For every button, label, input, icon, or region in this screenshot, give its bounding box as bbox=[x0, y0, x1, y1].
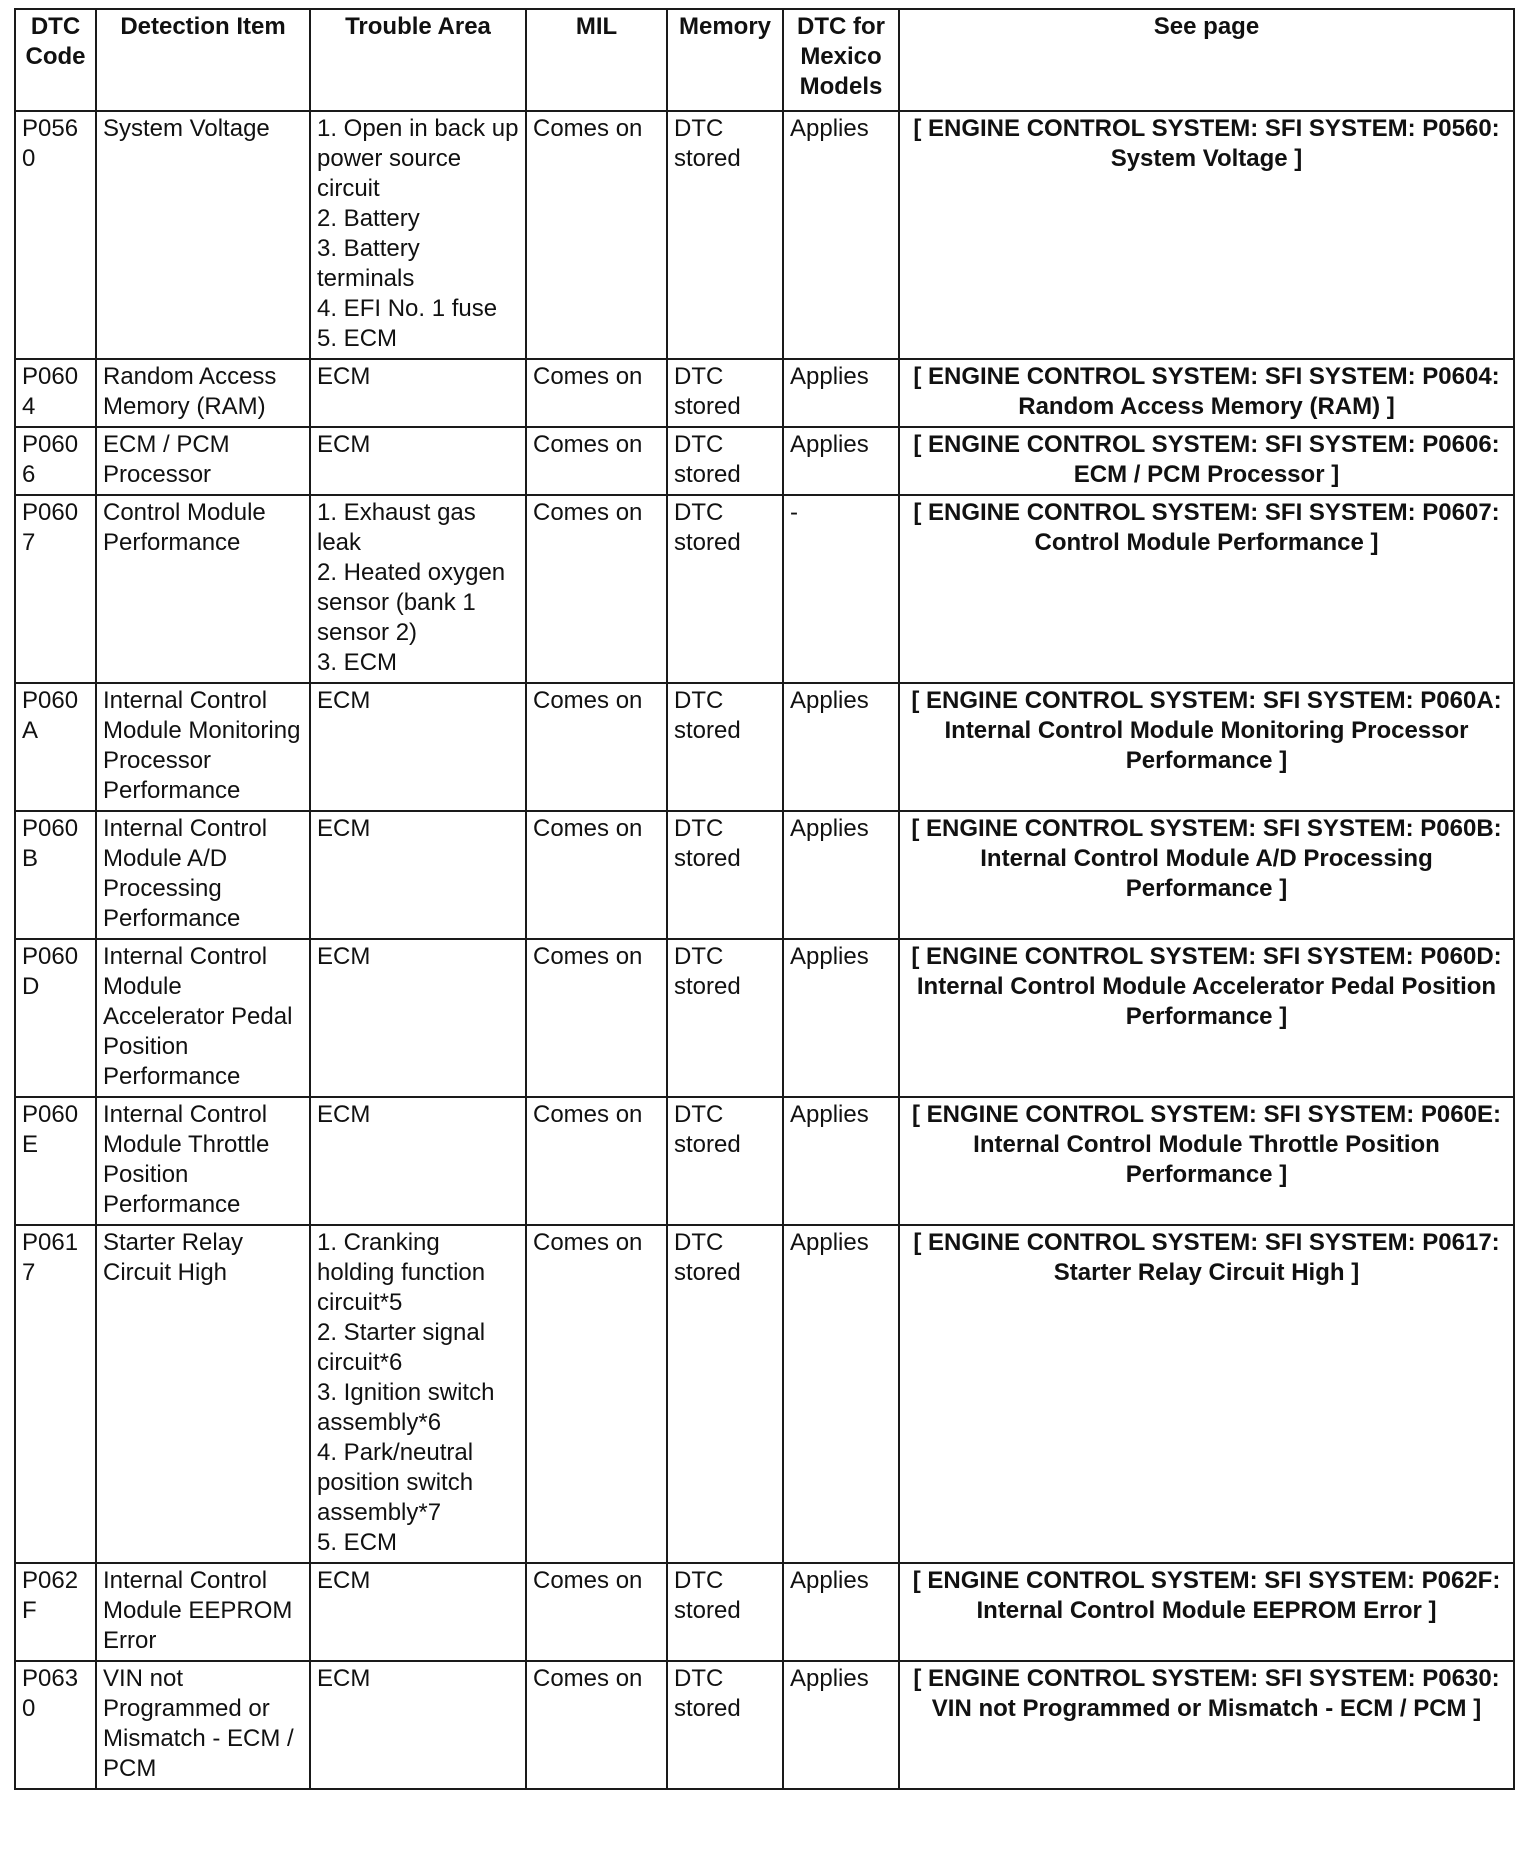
table-row bbox=[15, 427, 1514, 495]
detection-item-cell: System Voltage bbox=[96, 111, 310, 359]
trouble-area-line: 1. Exhaust gas leak bbox=[317, 499, 476, 556]
trouble-area-line: 1. Cranking holding function circuit*5 bbox=[317, 1229, 486, 1316]
table-row bbox=[15, 111, 1514, 359]
memory-cell: DTC stored bbox=[667, 811, 783, 939]
header-trouble-area: Trouble Area bbox=[310, 9, 526, 111]
detection-item-cell: Random Access Memory (RAM) bbox=[96, 359, 310, 427]
detection-item-cell: Control Module Performance bbox=[96, 495, 310, 683]
trouble-area-cell bbox=[310, 111, 526, 359]
see-page-cell bbox=[899, 427, 1514, 495]
see-page-cell bbox=[899, 683, 1514, 811]
memory-cell: DTC stored bbox=[667, 359, 783, 427]
dtc-code-cell: P0560 bbox=[15, 111, 96, 359]
see-page-link[interactable]: [ ENGINE CONTROL SYSTEM: SFI SYSTEM: P0607: Control Module Performance ] bbox=[913, 499, 1500, 556]
trouble-area-line: 4. Park/neutral position switch assembly*7 bbox=[317, 1439, 474, 1526]
dtc-code-cell: P062F bbox=[15, 1563, 96, 1661]
memory-cell: DTC stored bbox=[667, 1225, 783, 1563]
trouble-area-line: ECM bbox=[317, 815, 371, 842]
dtc-mexico-cell: Applies bbox=[783, 1661, 899, 1789]
dtc-mexico-cell: Applies bbox=[783, 359, 899, 427]
dtc-mexico-cell: Applies bbox=[783, 1225, 899, 1563]
see-page-cell bbox=[899, 1563, 1514, 1661]
detection-item-cell: Starter Relay Circuit High bbox=[96, 1225, 310, 1563]
detection-item-cell: Internal Control Module Monitoring Processor Performance bbox=[96, 683, 310, 811]
trouble-area-cell bbox=[310, 683, 526, 811]
mil-cell: Comes on bbox=[526, 811, 667, 939]
see-page-cell bbox=[899, 1661, 1514, 1789]
trouble-area-cell bbox=[310, 1225, 526, 1563]
table-row bbox=[15, 683, 1514, 811]
dtc-code-cell: P0630 bbox=[15, 1661, 96, 1789]
dtc-code-cell: P060B bbox=[15, 811, 96, 939]
mil-cell: Comes on bbox=[526, 1661, 667, 1789]
see-page-link[interactable]: [ ENGINE CONTROL SYSTEM: SFI SYSTEM: P060E: Internal Control Module Throttle Position Performance ] bbox=[912, 1101, 1501, 1188]
dtc-mexico-cell: Applies bbox=[783, 427, 899, 495]
trouble-area-line: ECM bbox=[317, 1101, 371, 1128]
dtc-mexico-cell: Applies bbox=[783, 939, 899, 1097]
mil-cell: Comes on bbox=[526, 683, 667, 811]
trouble-area-line: 4. EFI No. 1 fuse bbox=[317, 295, 498, 322]
trouble-area-cell bbox=[310, 811, 526, 939]
trouble-area-cell bbox=[310, 1661, 526, 1789]
memory-cell: DTC stored bbox=[667, 1097, 783, 1225]
trouble-area-line: ECM bbox=[317, 1665, 371, 1692]
table-row bbox=[15, 495, 1514, 683]
see-page-cell bbox=[899, 359, 1514, 427]
mil-cell: Comes on bbox=[526, 495, 667, 683]
mil-cell: Comes on bbox=[526, 427, 667, 495]
table-row bbox=[15, 359, 1514, 427]
memory-cell: DTC stored bbox=[667, 495, 783, 683]
trouble-area-line: ECM bbox=[317, 431, 371, 458]
trouble-area-cell bbox=[310, 1097, 526, 1225]
see-page-cell bbox=[899, 1097, 1514, 1225]
header-memory: Memory bbox=[667, 9, 783, 111]
trouble-area-line: 3. ECM bbox=[317, 649, 398, 676]
table-row bbox=[15, 811, 1514, 939]
dtc-mexico-cell: Applies bbox=[783, 1563, 899, 1661]
dtc-mexico-cell: Applies bbox=[783, 111, 899, 359]
trouble-area-line: 3. Battery terminals bbox=[317, 235, 420, 292]
trouble-area-line: 2. Heated oxygen sensor (bank 1 sensor 2) bbox=[317, 559, 506, 646]
see-page-cell bbox=[899, 811, 1514, 939]
dtc-code-cell: P0604 bbox=[15, 359, 96, 427]
dtc-mexico-cell: Applies bbox=[783, 811, 899, 939]
detection-item-cell: Internal Control Module Accelerator Pedal Position Performance bbox=[96, 939, 310, 1097]
detection-item-cell: Internal Control Module A/D Processing Performance bbox=[96, 811, 310, 939]
mil-cell: Comes on bbox=[526, 111, 667, 359]
see-page-link[interactable]: [ ENGINE CONTROL SYSTEM: SFI SYSTEM: P0604: Random Access Memory (RAM) ] bbox=[913, 363, 1500, 420]
see-page-link[interactable]: [ ENGINE CONTROL SYSTEM: SFI SYSTEM: P062F: Internal Control Module EEPROM Error ] bbox=[912, 1567, 1501, 1624]
memory-cell: DTC stored bbox=[667, 939, 783, 1097]
dtc-code-cell: P060E bbox=[15, 1097, 96, 1225]
memory-cell: DTC stored bbox=[667, 427, 783, 495]
trouble-area-line: 2. Battery bbox=[317, 205, 420, 232]
document-page bbox=[14, 8, 1513, 1790]
see-page-cell bbox=[899, 495, 1514, 683]
dtc-code-cell: P060A bbox=[15, 683, 96, 811]
dtc-mexico-cell: Applies bbox=[783, 683, 899, 811]
see-page-cell bbox=[899, 1225, 1514, 1563]
dtc-mexico-cell: Applies bbox=[783, 1097, 899, 1225]
see-page-link[interactable]: [ ENGINE CONTROL SYSTEM: SFI SYSTEM: P0630: VIN not Programmed or Mismatch - ECM / PCM ] bbox=[913, 1665, 1500, 1722]
mil-cell: Comes on bbox=[526, 939, 667, 1097]
dtc-code-cell: P0607 bbox=[15, 495, 96, 683]
dtc-code-cell: P0617 bbox=[15, 1225, 96, 1563]
mil-cell: Comes on bbox=[526, 1563, 667, 1661]
table-header-row bbox=[15, 9, 1514, 111]
dtc-code-cell: P0606 bbox=[15, 427, 96, 495]
see-page-cell bbox=[899, 939, 1514, 1097]
trouble-area-cell bbox=[310, 495, 526, 683]
mil-cell: Comes on bbox=[526, 359, 667, 427]
trouble-area-line: ECM bbox=[317, 363, 371, 390]
table-row bbox=[15, 939, 1514, 1097]
detection-item-cell: Internal Control Module EEPROM Error bbox=[96, 1563, 310, 1661]
memory-cell: DTC stored bbox=[667, 1563, 783, 1661]
table-row bbox=[15, 1097, 1514, 1225]
trouble-area-cell bbox=[310, 427, 526, 495]
table-row bbox=[15, 1563, 1514, 1661]
see-page-link[interactable]: [ ENGINE CONTROL SYSTEM: SFI SYSTEM: P0560: System Voltage ] bbox=[913, 115, 1500, 172]
see-page-link[interactable]: [ ENGINE CONTROL SYSTEM: SFI SYSTEM: P0606: ECM / PCM Processor ] bbox=[913, 431, 1500, 488]
trouble-area-line: 3. Ignition switch assembly*6 bbox=[317, 1379, 495, 1436]
table-row bbox=[15, 1661, 1514, 1789]
dtc-mexico-cell: - bbox=[783, 495, 899, 683]
detection-item-cell: ECM / PCM Processor bbox=[96, 427, 310, 495]
trouble-area-cell bbox=[310, 359, 526, 427]
trouble-area-cell bbox=[310, 939, 526, 1097]
dtc-table bbox=[14, 8, 1515, 1790]
see-page-link[interactable]: [ ENGINE CONTROL SYSTEM: SFI SYSTEM: P060D: Internal Control Module Accelerator Pedal Position Performance ] bbox=[911, 943, 1502, 1030]
table-body bbox=[15, 111, 1514, 1789]
memory-cell: DTC stored bbox=[667, 1661, 783, 1789]
memory-cell: DTC stored bbox=[667, 111, 783, 359]
trouble-area-line: 5. ECM bbox=[317, 1529, 398, 1556]
detection-item-cell: VIN not Programmed or Mismatch - ECM / PCM bbox=[96, 1661, 310, 1789]
see-page-link[interactable]: [ ENGINE CONTROL SYSTEM: SFI SYSTEM: P060A: Internal Control Module Monitoring Processor Performance ] bbox=[911, 687, 1502, 774]
header-see-page: See page bbox=[899, 9, 1514, 111]
see-page-cell bbox=[899, 111, 1514, 359]
memory-cell: DTC stored bbox=[667, 683, 783, 811]
header-detection-item: Detection Item bbox=[96, 9, 310, 111]
trouble-area-line: 5. ECM bbox=[317, 325, 398, 352]
detection-item-cell: Internal Control Module Throttle Position Performance bbox=[96, 1097, 310, 1225]
header-dtc-code: DTC Code bbox=[15, 9, 96, 111]
dtc-code-cell: P060D bbox=[15, 939, 96, 1097]
trouble-area-line: 1. Open in back up power source circuit bbox=[317, 115, 519, 202]
see-page-link[interactable]: [ ENGINE CONTROL SYSTEM: SFI SYSTEM: P0617: Starter Relay Circuit High ] bbox=[913, 1229, 1500, 1286]
trouble-area-line: ECM bbox=[317, 687, 371, 714]
trouble-area-line: 2. Starter signal circuit*6 bbox=[317, 1319, 486, 1376]
header-dtc-mexico: DTC for Mexico Models bbox=[783, 9, 899, 111]
trouble-area-cell bbox=[310, 1563, 526, 1661]
trouble-area-line: ECM bbox=[317, 943, 371, 970]
trouble-area-line: ECM bbox=[317, 1567, 371, 1594]
header-mil: MIL bbox=[526, 9, 667, 111]
table-row bbox=[15, 1225, 1514, 1563]
mil-cell: Comes on bbox=[526, 1225, 667, 1563]
see-page-link[interactable]: [ ENGINE CONTROL SYSTEM: SFI SYSTEM: P060B: Internal Control Module A/D Processing Performance ] bbox=[911, 815, 1502, 902]
mil-cell: Comes on bbox=[526, 1097, 667, 1225]
